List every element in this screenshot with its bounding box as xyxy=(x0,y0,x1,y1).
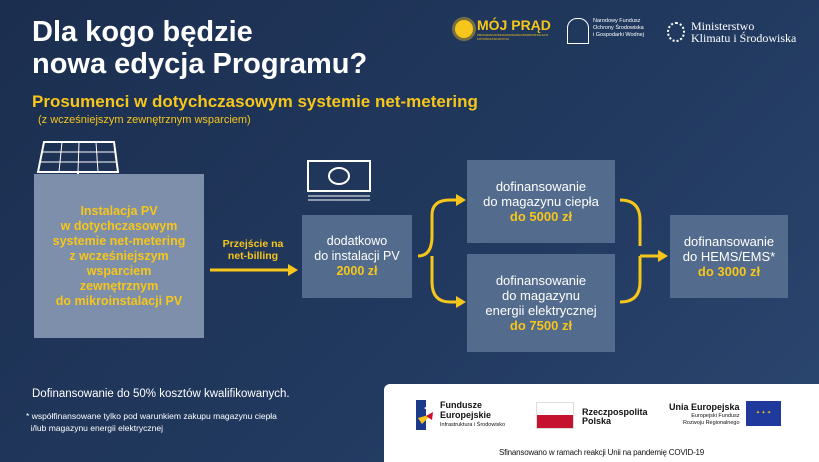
eu-flag-icon: ✦ ✦ ✦ xyxy=(746,401,781,426)
fe-star-icon xyxy=(414,400,434,430)
ministry-logo: Ministerstwo Klimatu i Środowiska xyxy=(667,20,796,44)
pv-box: dodatkowo do instalacji PV 2000 zł xyxy=(302,215,412,298)
footer-caption: Sfinansowano w ramach reakcji Unii na pandemię COVID-19 xyxy=(498,448,705,457)
subtitle: Prosumenci w dotychczasowym systemie net-metering xyxy=(32,92,478,111)
arrow-merge xyxy=(620,200,660,302)
cofinancing-note: Dofinansowanie do 50% kosztów kwalifikowanych. xyxy=(32,388,290,400)
page-title: Dla kogo będzie nowa edycja Programu? xyxy=(32,16,368,80)
funding-footer xyxy=(384,384,819,462)
fe-logo: Fundusze Europejskie Infrastruktura i Środowisko xyxy=(414,400,505,430)
moj-prad-logo: MÓJ PRĄD PROGRAM DOFINANSOWANIA MIKROINSTALACJI FOTOWOLTAICZNYCH xyxy=(455,17,557,41)
arrow-label: Przejście na net-billing xyxy=(222,238,284,262)
footnote: * współfinansowane tylko pod warunkiem zakupu magazynu ciepła i/lub magazynu energii elektrycznej xyxy=(26,411,277,433)
energy-storage-box: dofinansowanie do magazynu energii elektrycznej do 7500 zł xyxy=(467,254,615,352)
start-box: Instalacja PV w dotychczasowym systemie net-metering z wcześniejszym wsparciem zewnętrznym do mikroinstalacji PV xyxy=(34,174,204,338)
hems-box: dofinansowanie do HEMS/EMS* do 3000 zł xyxy=(670,215,788,298)
polish-flag-icon xyxy=(536,402,574,429)
rp-logo: Rzeczpospolita Polska xyxy=(582,407,648,426)
ue-logo: Unia Europejska Europejski Fundusz Rozwoju Regionalnego xyxy=(669,402,740,426)
nfos-logo: Narodowy Fundusz Ochrony Środowiska i Gospodarki Wodnej xyxy=(567,18,644,44)
subtitle-note: (z wcześniejszym zewnętrznym wsparciem) xyxy=(38,114,251,126)
arrow-split xyxy=(418,200,458,302)
heat-storage-box: dofinansowanie do magazynu ciepła do 5000 zł xyxy=(467,160,615,243)
